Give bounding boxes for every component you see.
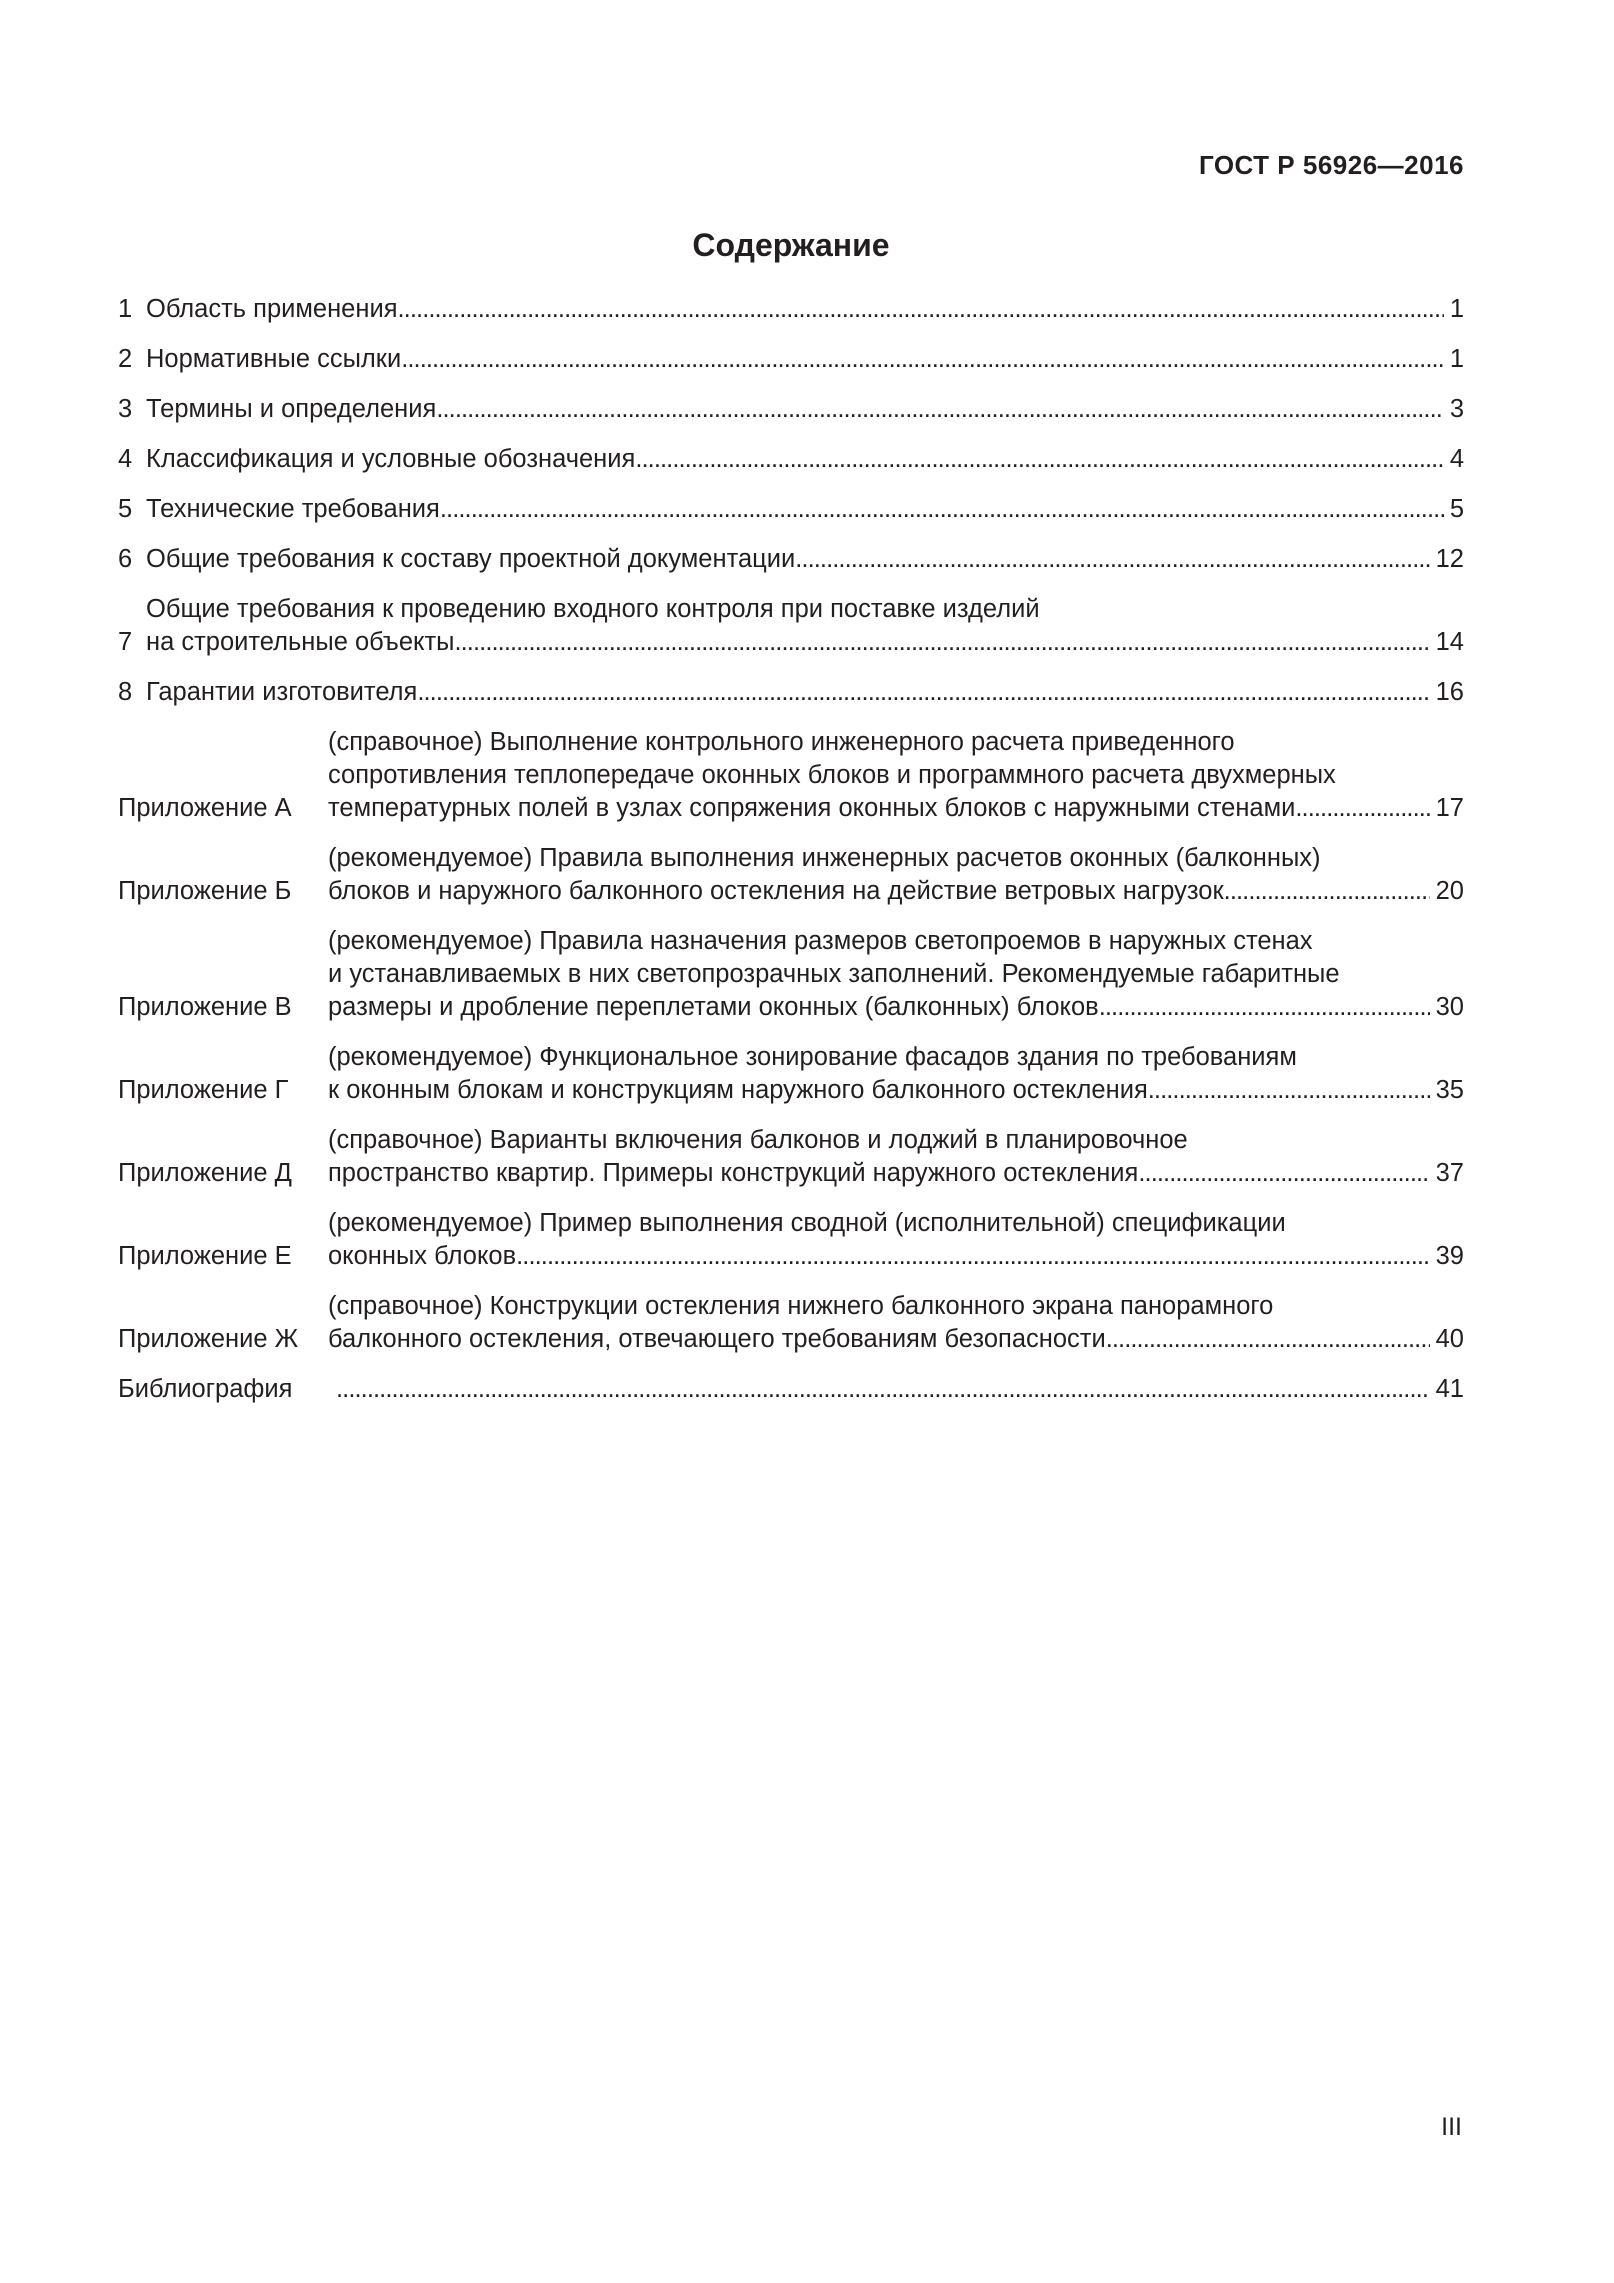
- toc-entry-text: Классификация и условные обозначения: [146, 445, 636, 473]
- dot-leader: [635, 443, 1443, 476]
- toc-entry-page: 1: [1449, 295, 1464, 323]
- toc-entry-text: Область применения: [146, 295, 398, 323]
- toc-entry[interactable]: [118, 393, 1464, 426]
- toc-entry-page: 30: [1435, 993, 1464, 1021]
- toc-entry-text: (рекомендуемое) Пример выполнения сводной (исполнительной) спецификации: [328, 1209, 1286, 1237]
- toc-entry[interactable]: [118, 1124, 1464, 1190]
- toc-entry[interactable]: [118, 1290, 1464, 1356]
- toc-entry-label: Приложение Д: [118, 1159, 292, 1187]
- toc-entry[interactable]: [118, 842, 1464, 908]
- toc-entry-label: 3: [118, 395, 133, 423]
- toc-entry-page: 35: [1435, 1076, 1464, 1104]
- toc-entry-text: Гарантии изготовителя: [146, 678, 418, 706]
- toc-entry[interactable]: [118, 1373, 1464, 1406]
- toc-entry-label: 5: [118, 495, 133, 523]
- toc-entry-label: Приложение А: [118, 794, 292, 822]
- dot-leader: [516, 1240, 1430, 1273]
- dot-leader: [436, 393, 1444, 426]
- toc-entry[interactable]: [118, 443, 1464, 476]
- toc-entry-label: Приложение В: [118, 993, 292, 1021]
- table-of-contents: [118, 293, 1464, 1423]
- toc-entry[interactable]: [118, 343, 1464, 376]
- toc-entry-text: Общие требования к составу проектной документации: [146, 545, 796, 573]
- toc-entry[interactable]: [118, 925, 1464, 1024]
- toc-entry-label: 8: [118, 678, 133, 706]
- toc-title: Содержание: [692, 227, 890, 263]
- toc-entry-label: 4: [118, 445, 133, 473]
- dot-leader: [1106, 1323, 1430, 1356]
- toc-entry[interactable]: [118, 1207, 1464, 1273]
- toc-entry-label: Приложение Б: [118, 877, 292, 905]
- dot-leader: [1224, 875, 1430, 908]
- dot-leader: [1099, 991, 1430, 1024]
- toc-entry-page: 40: [1435, 1325, 1464, 1353]
- toc-entry-text: пространство квартир. Примеры конструкций наружного остекления: [328, 1159, 1139, 1187]
- toc-entry-page: 37: [1435, 1159, 1464, 1187]
- dot-leader: [795, 543, 1429, 576]
- toc-entry-page: 16: [1435, 678, 1464, 706]
- dot-leader: [417, 676, 1429, 709]
- toc-entry-page: 12: [1435, 545, 1464, 573]
- toc-entry-text: Нормативные ссылки: [146, 345, 402, 373]
- toc-entry[interactable]: [118, 593, 1464, 659]
- toc-entry-page: 41: [1435, 1375, 1464, 1403]
- toc-entry-text: Общие требования к проведению входного контроля при поставке изделий: [146, 595, 1040, 623]
- toc-entry-page: 4: [1449, 445, 1464, 473]
- dot-leader: [454, 626, 1429, 659]
- toc-entry-text: (справочное) Конструкции остекления нижнего балконного экрана панорамного: [328, 1292, 1274, 1320]
- toc-entry-label: Библиография: [118, 1375, 293, 1403]
- toc-entry-text: (рекомендуемое) Правила выполнения инженерных расчетов оконных (балконных): [328, 844, 1321, 872]
- toc-entry-text: блоков и наружного балконного остекления на действие ветровых нагрузок: [328, 877, 1224, 905]
- document-code: ГОСТ Р 56926—2016: [1198, 150, 1464, 180]
- toc-entry-page: 39: [1435, 1242, 1464, 1270]
- toc-entry[interactable]: [118, 1041, 1464, 1107]
- toc-entry[interactable]: [118, 726, 1464, 825]
- toc-entry-label: 6: [118, 545, 133, 573]
- toc-entry[interactable]: [118, 493, 1464, 526]
- toc-entry-text: балконного остекления, отвечающего требованиям безопасности: [328, 1325, 1106, 1353]
- toc-entry-page: 20: [1435, 877, 1464, 905]
- toc-entry-page: 17: [1435, 794, 1464, 822]
- toc-entry-text: (справочное) Выполнение контрольного инженерного расчета приведенного: [328, 728, 1235, 756]
- toc-entry-page: 1: [1449, 345, 1464, 373]
- toc-entry-text: (рекомендуемое) Правила назначения размеров светопроемов в наружных стенах: [328, 927, 1313, 955]
- toc-entry-label: 2: [118, 345, 133, 373]
- toc-entry-text: Технические требования: [146, 495, 440, 523]
- toc-entry-text: оконных блоков: [328, 1242, 517, 1270]
- toc-entry-page: 14: [1435, 628, 1464, 656]
- toc-entry-text: Термины и определения: [146, 395, 437, 423]
- toc-entry-text: (справочное) Варианты включения балконов и лоджий в планировочное: [328, 1126, 1188, 1154]
- toc-entry-text: температурных полей в узлах сопряжения оконных блоков с наружными стенами: [328, 794, 1296, 822]
- toc-entry-label: Приложение Г: [118, 1076, 289, 1104]
- dot-leader: [1148, 1074, 1430, 1107]
- toc-entry-label: 1: [118, 295, 133, 323]
- toc-entry-label: Приложение Ж: [118, 1325, 299, 1353]
- dot-leader: [401, 343, 1444, 376]
- dot-leader: [336, 1373, 1430, 1406]
- toc-entry[interactable]: [118, 676, 1464, 709]
- toc-entry-page: 3: [1449, 395, 1464, 423]
- toc-entry-page: 5: [1449, 495, 1464, 523]
- dot-leader: [440, 493, 1444, 526]
- toc-entry[interactable]: [118, 293, 1464, 326]
- toc-entry-text: сопротивления теплопередаче оконных блоков и программного расчета двухмерных: [328, 761, 1336, 789]
- toc-entry-text: к оконным блокам и конструкциям наружного балконного остекления: [328, 1076, 1148, 1104]
- toc-entry[interactable]: [118, 543, 1464, 576]
- dot-leader: [1295, 792, 1429, 825]
- dot-leader: [1138, 1157, 1429, 1190]
- toc-entry-text: размеры и дробление переплетами оконных (балконных) блоков: [328, 993, 1099, 1021]
- toc-entry-text: и устанавливаемых в них светопрозрачных заполнений. Рекомендуемые габаритные: [328, 960, 1340, 988]
- toc-entry-text: на строительные объекты: [146, 628, 455, 656]
- toc-entry-label: Приложение Е: [118, 1242, 292, 1270]
- page-number: III: [1441, 2113, 1462, 2141]
- toc-entry-text: (рекомендуемое) Функциональное зонирование фасадов здания по требованиям: [328, 1043, 1297, 1071]
- dot-leader: [398, 293, 1444, 326]
- toc-entry-label: 7: [118, 628, 133, 656]
